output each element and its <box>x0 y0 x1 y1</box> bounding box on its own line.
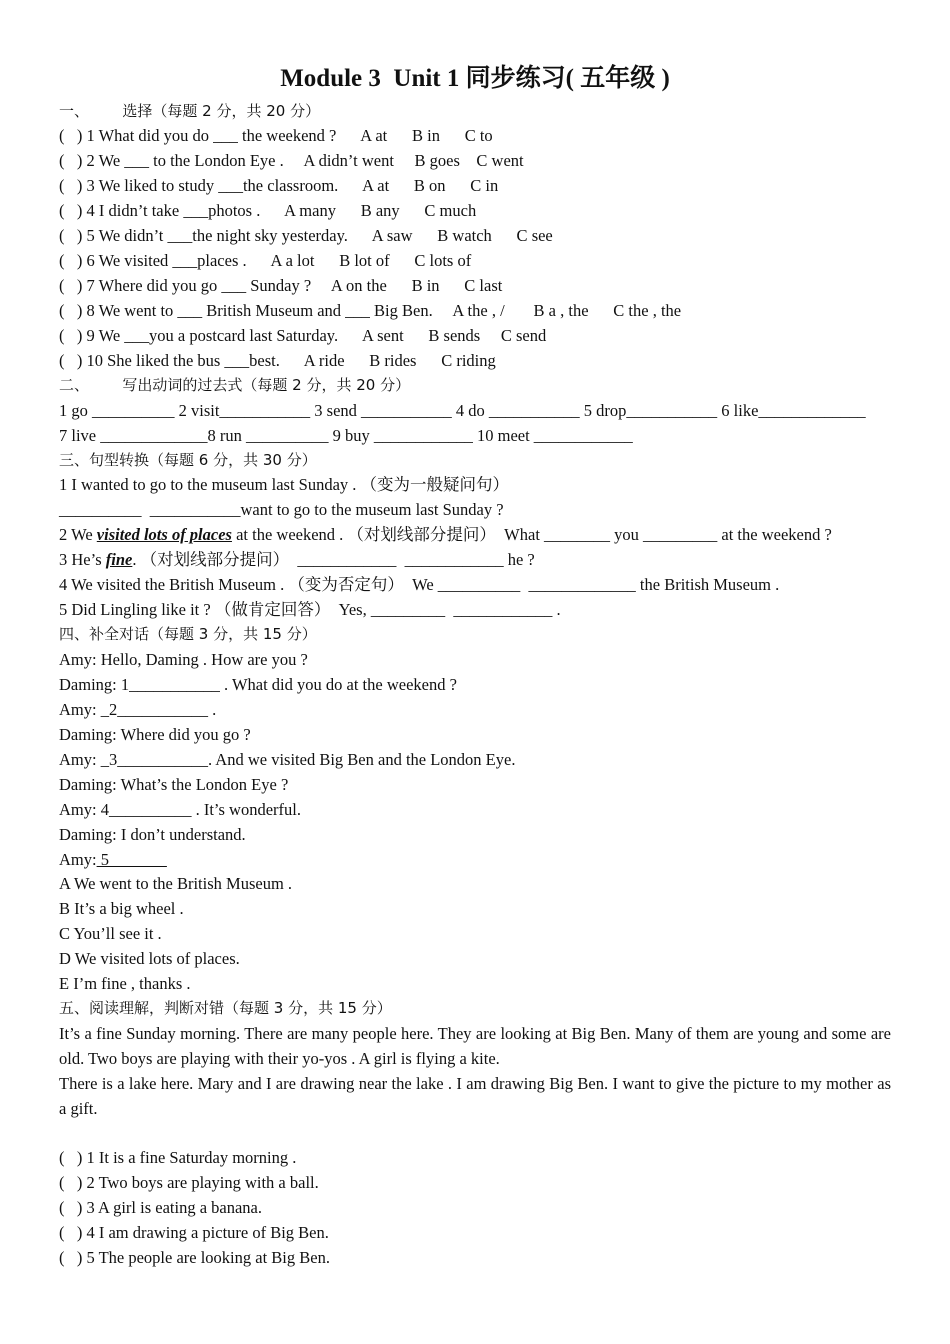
dialogue-line-4: Daming: Where did you go ? <box>59 725 251 744</box>
section-3-header: 三、句型转换（每题 6 分，共 30 分） <box>59 451 317 469</box>
dialogue-line-2: Daming: 1___________ . What did you do at the weekend ? <box>59 675 457 694</box>
dialogue-option-e: E I’m fine , thanks . <box>59 974 191 993</box>
dialogue-line-3: Amy: _2___________ . <box>59 700 217 719</box>
dialogue-option-b: B It’s a big wheel . <box>59 899 184 918</box>
reading-passage <box>59 1021 891 1121</box>
choice-question-10: ( ) 10 She liked the bus ___best. A ride B rides C riding <box>59 351 496 370</box>
dialogue-line-1: Amy: Hello, Daming . How are you ? <box>59 650 308 669</box>
dialogue-line-7: Amy: 4__________ . It’s wonderful. <box>59 800 301 819</box>
q2-underlined-phrase: visited lots of places <box>96 525 232 544</box>
dialogue-blank-5: 5_______ <box>96 850 167 869</box>
choice-question-2: ( ) 2 We ___ to the London Eye . A didn’t went B goes C went <box>59 151 524 170</box>
section-2-header: 二、 写出动词的过去式（每题 2 分，共 20 分） <box>59 376 411 394</box>
true-false-question-4: ( ) 4 I am drawing a picture of Big Ben. <box>59 1223 329 1242</box>
choice-question-3: ( ) 3 We liked to study ___the classroom. A at B on C in <box>59 176 499 195</box>
choice-question-8: ( ) 8 We went to ___ British Museum and ___ Big Ben. A the , / B a , the C the , the <box>59 301 682 320</box>
reading-paragraph-2: There is a lake here. Mary and I are drawing near the lake . I am drawing Big Ben. I want to give the picture to my mother as a gift. <box>59 1074 891 1118</box>
dialogue-line-9 <box>59 850 167 870</box>
transform-answer-1: __________ ___________want to go to the museum last Sunday ? <box>59 500 504 519</box>
section-4-header: 四、补全对话（每题 3 分，共 15 分） <box>59 625 317 643</box>
transform-question-2 <box>59 525 832 545</box>
dialogue-speaker: Amy: <box>59 850 97 869</box>
dialogue-line-8: Daming: I don’t understand. <box>59 825 246 844</box>
transform-question-4: 4 We visited the British Museum . （变为否定句） We __________ _____________ the British Museum . <box>59 575 780 594</box>
dialogue-option-d: D We visited lots of places. <box>59 949 240 968</box>
dialogue-line-5: Amy: _3___________. And we visited Big Ben and the London Eye. <box>59 750 516 769</box>
true-false-question-2: ( ) 2 Two boys are playing with a ball. <box>59 1173 319 1192</box>
true-false-question-1: ( ) 1 It is a fine Saturday morning . <box>59 1148 297 1167</box>
transform-question-5: 5 Did Lingling like it ? （做肯定回答） Yes, _________ ____________ . <box>59 600 561 619</box>
dialogue-option-c: C You’ll see it . <box>59 924 162 943</box>
transform-question-1: 1 I wanted to go to the museum last Sunday . （变为一般疑问句） <box>59 475 510 494</box>
past-tense-row-1: 1 go __________ 2 visit___________ 3 send ___________ 4 do ___________ 5 drop___________ 6 like_____________ <box>59 401 866 420</box>
true-false-question-5: ( ) 5 The people are looking at Big Ben. <box>59 1248 330 1267</box>
section-1-header: 一、 选择（每题 2 分，共 20 分） <box>59 102 321 120</box>
q2-prefix: 2 We <box>59 525 97 544</box>
dialogue-option-a: A We went to the British Museum . <box>59 874 293 893</box>
choice-question-1: ( ) 1 What did you do ___ the weekend ? A at B in C to <box>59 126 493 145</box>
dialogue-line-6: Daming: What’s the London Eye ? <box>59 775 289 794</box>
page-title: Module 3 Unit 1 同步练习( 五年级 ) <box>280 65 670 92</box>
reading-paragraph-1: It’s a fine Sunday morning. There are many people here. They are looking at Big Ben. Many of them are young and some are old. Two boys are playing with their yo-yos . A girl is flying a kite. <box>59 1024 891 1068</box>
transform-question-3 <box>59 550 535 570</box>
q3-underlined-word: fine <box>105 550 133 569</box>
q2-suffix: at the weekend . （对划线部分提问） What ________ you _________ at the weekend ? <box>231 525 832 544</box>
choice-question-7: ( ) 7 Where did you go ___ Sunday ? A on the B in C last <box>59 276 503 295</box>
choice-question-4: ( ) 4 I didn’t take ___photos . A many B any C much <box>59 201 477 220</box>
q3-prefix: 3 He’s <box>59 550 106 569</box>
true-false-question-3: ( ) 3 A girl is eating a banana. <box>59 1198 262 1217</box>
choice-question-9: ( ) 9 We ___you a postcard last Saturday. A sent B sends C send <box>59 326 547 345</box>
q3-suffix: . （对划线部分提问） ____________ ____________ he ? <box>132 550 535 569</box>
choice-question-6: ( ) 6 We visited ___places . A a lot B lot of C lots of <box>59 251 472 270</box>
section-5-header: 五、阅读理解，判断对错（每题 3 分，共 15 分） <box>59 999 392 1017</box>
choice-question-5: ( ) 5 We didn’t ___the night sky yesterday. A saw B watch C see <box>59 226 553 245</box>
past-tense-row-2: 7 live _____________8 run __________ 9 buy ____________ 10 meet ____________ <box>59 426 633 445</box>
